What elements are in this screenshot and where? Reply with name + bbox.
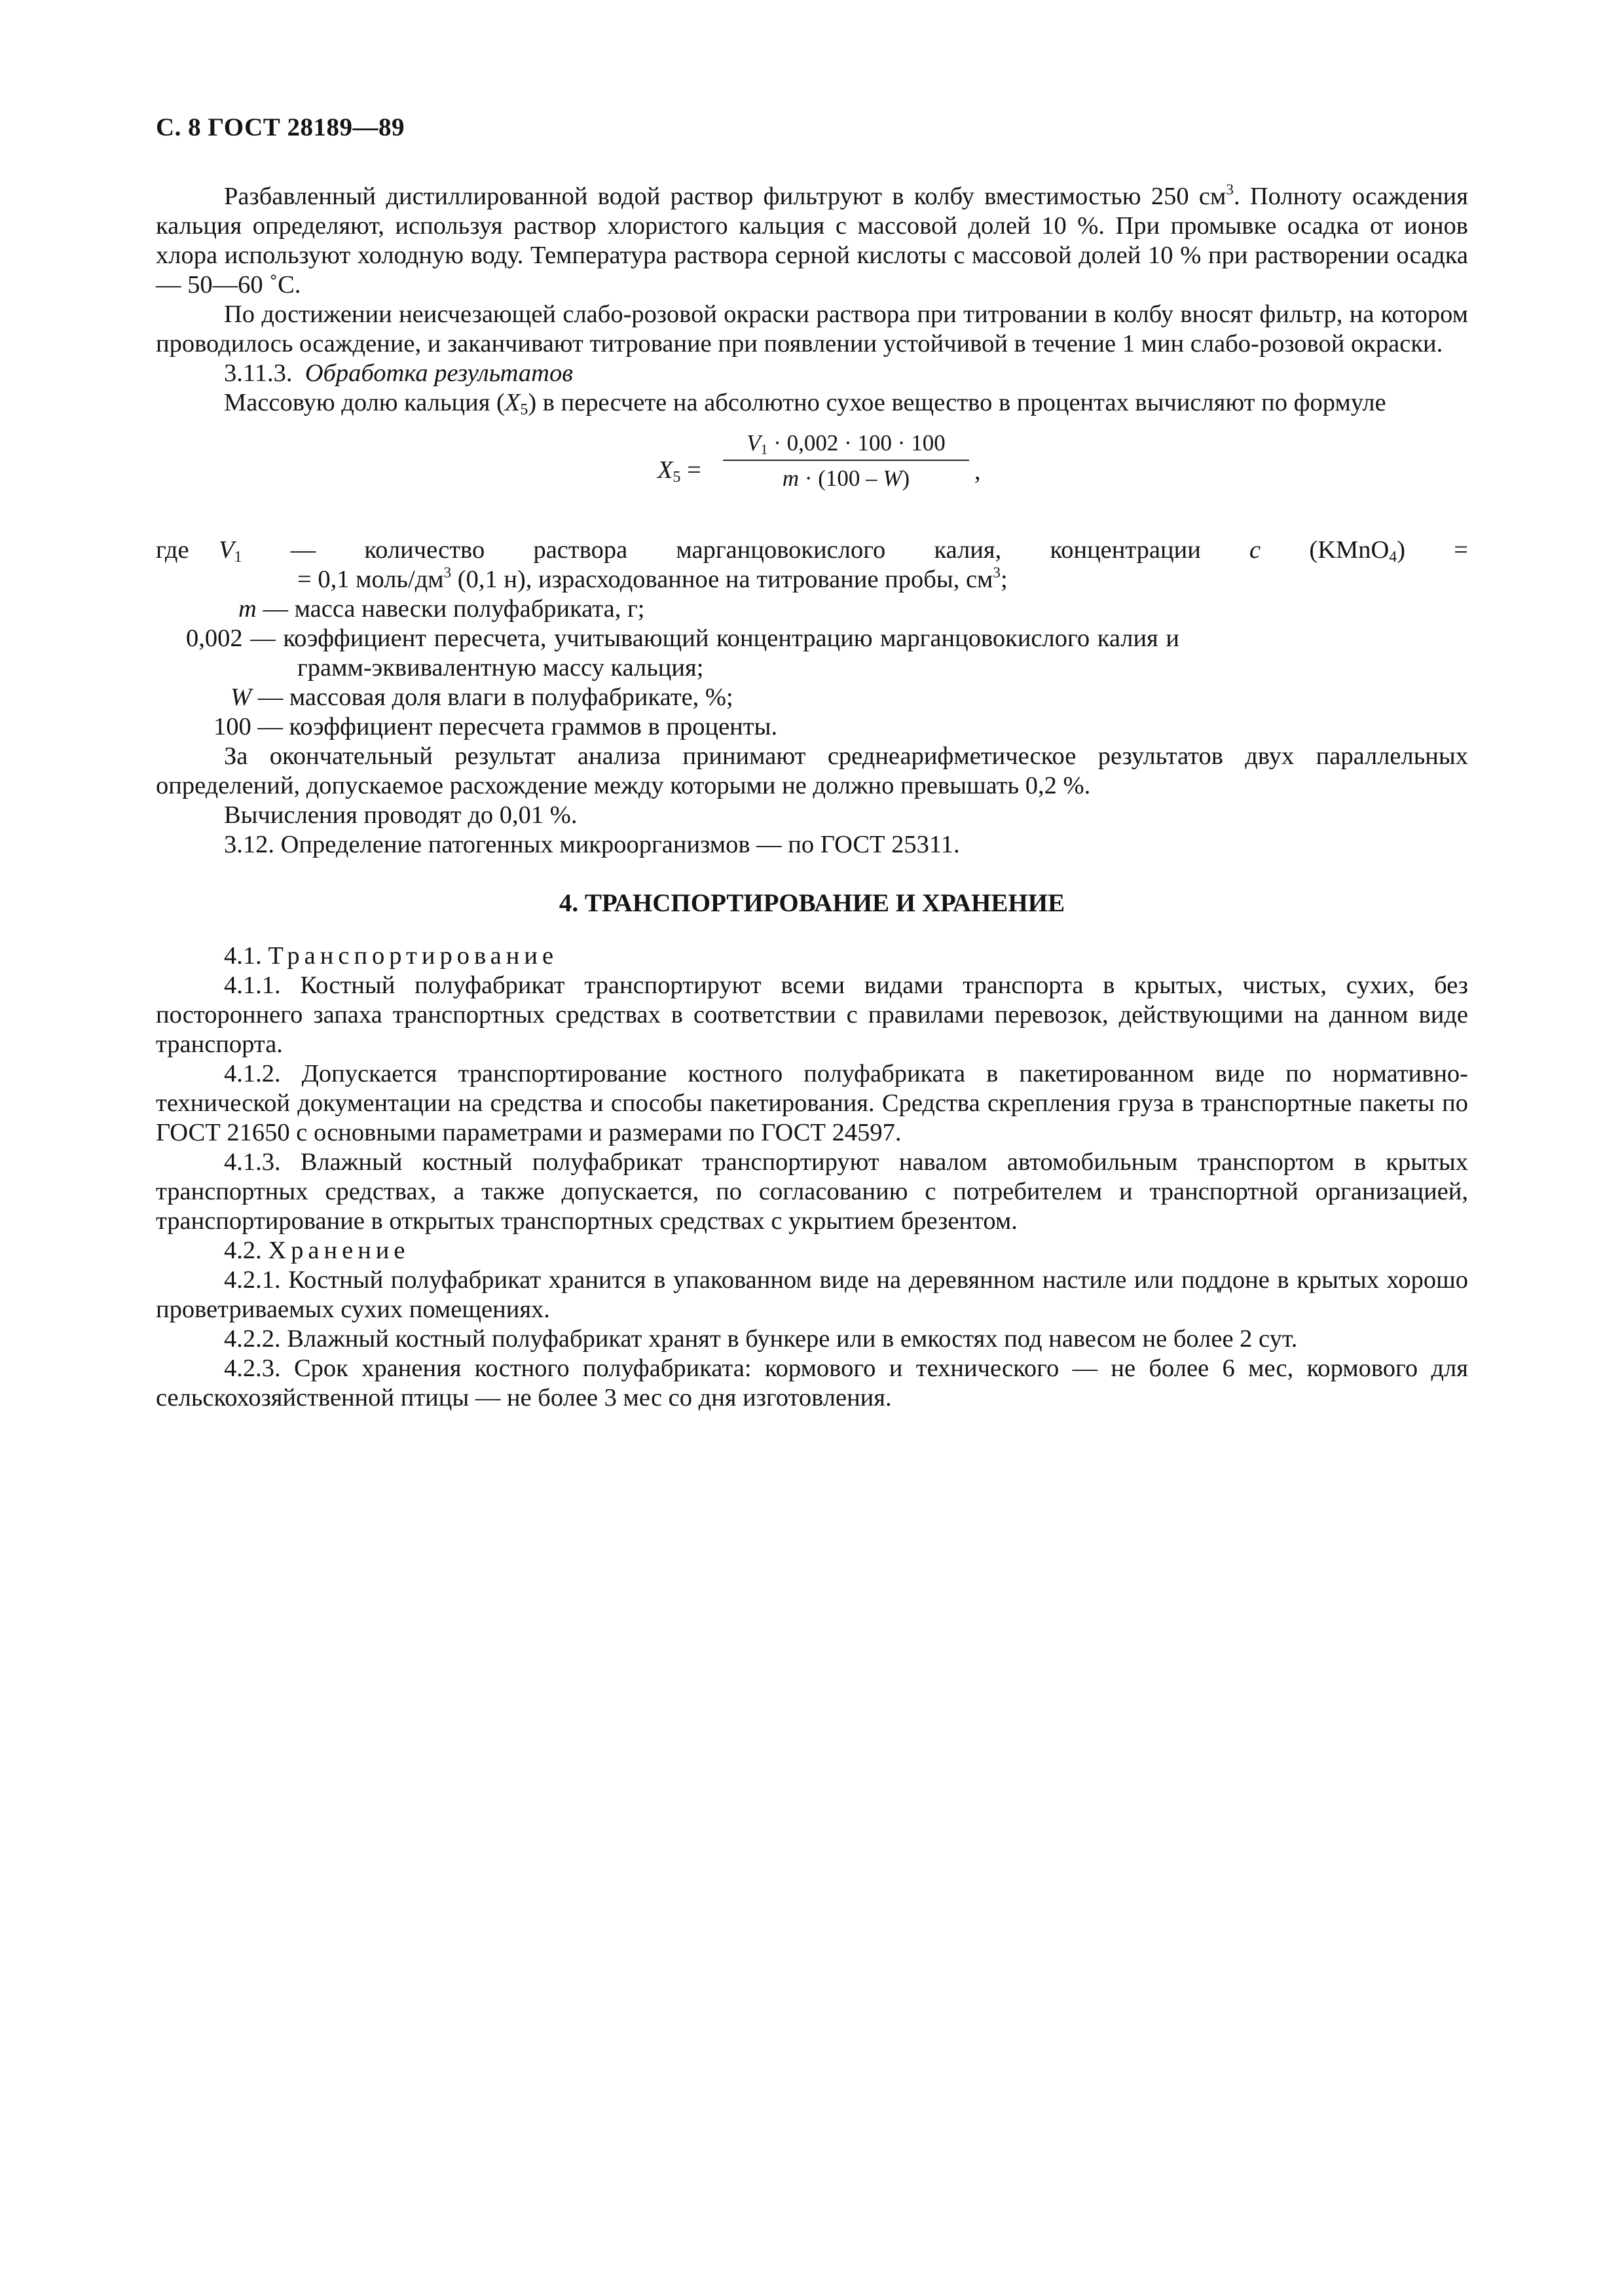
fraction-bar	[723, 460, 969, 461]
legend-v1-continued	[156, 565, 1468, 594]
legend-text: — массовая доля влаги в полуфабрикате, %;	[251, 683, 733, 711]
formula-legend	[156, 536, 1468, 742]
formula-variable-w: W	[883, 465, 902, 491]
calcium-formula	[156, 424, 1468, 521]
subsection-number: 4.2.	[224, 1237, 268, 1264]
superscript: 3	[993, 564, 1001, 581]
subscript: 5	[673, 468, 681, 486]
legend-text: = 0,1 моль/дм	[297, 566, 444, 593]
formula-variable-x: X	[657, 456, 673, 484]
text: Массовую долю кальция (	[224, 389, 505, 416]
legend-coefficient	[156, 624, 1468, 653]
denominator-text: )	[902, 465, 910, 491]
legend-text: — коэффициент пересчета, учитывающий концентрацию марганцовокислого калия и	[242, 625, 1179, 652]
legend-w	[156, 683, 1468, 712]
formula-lhs	[657, 456, 701, 485]
subscript: 1	[760, 441, 768, 458]
formula-denominator	[723, 465, 969, 492]
subscript: 1	[234, 548, 242, 566]
subsection-title: Обработка результатов	[304, 359, 573, 387]
subsection-number: 4.1.	[224, 942, 268, 970]
legend-text: ;	[1000, 566, 1008, 593]
paragraph-4-2-3: 4.2.3. Срок хранения костного полуфабриката: кормового и технического — не более 6 мес, кормового для сельскохозяйственной птицы — не более 3 мес со дня изготовления.	[156, 1355, 1468, 1412]
legend-term: 0,002	[186, 625, 243, 652]
legend-text: ) =	[1397, 536, 1468, 564]
paragraph-4-2-2: 4.2.2. Влажный костный полуфабрикат хранят в бункере или в емкостях под навесом не более 2 сут.	[224, 1325, 1298, 1353]
paragraph-titration: По достижении неисчезающей слабо-розовой окраски раствора при титровании в колбу вносят фильтр, на котором проводилось осаждение, и заканчивают титрование при появлении устойчивой в течение 1 мин слабо-розовой окраски.	[156, 301, 1468, 357]
variable: V	[219, 536, 234, 564]
paragraph-precision: Вычисления проводят до 0,01 %.	[224, 801, 578, 829]
paragraph-filtration-text-rest: . Полноту осаждения кальция определяют, используя раствор хлористого кальция с массовой долей 10 %. При промывке осадка от ионов хлора используют холодную воду. Температура раствора серной кислоты с массовой долей 10 % при растворении осадка — 50—60 ˚С.	[156, 183, 1468, 299]
subsection-title: Транспортирование	[268, 942, 559, 970]
variable: W	[230, 683, 252, 711]
superscript: 3	[1226, 181, 1234, 198]
legend-where: где	[156, 536, 189, 564]
superscript: 3	[443, 564, 452, 581]
subsection-title: Хранение	[268, 1237, 410, 1264]
paragraph-4-2-1: 4.2.1. Костный полуфабрикат хранится в упакованном виде на деревянном настиле или поддоне в крытых хорошо проветриваемых сухих помещениях.	[156, 1266, 1468, 1323]
paragraph-4-1-1: 4.1.1. Костный полуфабрикат транспортируют всеми видами транспорта в крытых, чистых, сухих, без постороннего запаха транспортных средствах в соответствии с правилами перевозок, действующими на данном виде транспорта.	[156, 972, 1468, 1058]
paragraph-filtration-text: Разбавленный дистиллированной водой раствор фильтруют в колбу вместимостью 250 см	[224, 183, 1226, 210]
variable: m	[238, 595, 257, 623]
document-body	[156, 182, 1468, 1413]
legend-m	[156, 594, 1468, 624]
legend-100	[156, 712, 1468, 742]
section-4-title: 4. ТРАНСПОРТИРОВАНИЕ И ХРАНЕНИЕ	[559, 889, 1065, 917]
formula-numerator	[723, 429, 969, 457]
legend-text: (0,1 н), израсходованное на титрование пробы, см	[451, 566, 993, 593]
equals-sign: =	[680, 456, 701, 484]
paragraph-filtration	[156, 182, 1468, 300]
subsection-4-2	[156, 1236, 1468, 1266]
legend-text: — масса навески полуфабриката, г;	[256, 595, 645, 623]
legend-v1	[156, 536, 1468, 565]
legend-text: — коэффициент пересчета граммов в проценты.	[251, 713, 778, 740]
legend-text: (KMnO	[1261, 536, 1390, 564]
subscript: 5	[520, 401, 528, 418]
variable: X	[504, 389, 521, 416]
formula-variable-m: m	[782, 465, 800, 491]
page-header: С. 8 ГОСТ 28189—89	[156, 113, 405, 141]
subscript: 4	[1389, 548, 1397, 566]
legend-coefficient-continued: грамм-эквивалентную массу кальция;	[297, 654, 704, 682]
legend-text: — количество раствора марганцовокислого калия, концентрации	[242, 536, 1250, 564]
numerator-text: · 0,002 · 100 · 100	[767, 430, 946, 456]
variable: c	[1249, 536, 1261, 564]
subsection-number: 3.11.3.	[224, 359, 293, 387]
formula-comma: ,	[974, 458, 981, 485]
paragraph-4-1-3: 4.1.3. Влажный костный полуфабрикат транспортируют навалом автомобильным транспортом в крытых транспортных средствах, а также допускается, по согласованию с потребителем и транспортной организацией, транспортирование в открытых транспортных средствах с укрытием брезентом.	[156, 1148, 1468, 1235]
formula-variable-v: V	[746, 430, 761, 456]
paragraph-4-1-2: 4.1.2. Допускается транспортирование костного полуфабриката в пакетированном виде по нормативно-технической документации на средства и способы пакетирования. Средства скрепления груза в транспортные пакеты по ГОСТ 21650 с основными параметрами и размерами по ГОСТ 24597.	[156, 1060, 1468, 1146]
subsection-3-11-3	[156, 359, 1468, 388]
paragraph-formula-intro	[156, 388, 1468, 418]
subsection-4-1	[156, 941, 1468, 971]
paragraph-final-result: За окончательный результат анализа принимают среднеарифметическое результатов двух параллельных определений, допускаемое расхождение между которыми не должно превышать 0,2 %.	[156, 742, 1468, 799]
text: ) в пересчете на абсолютно сухое вещество в процентах вычисляют по формуле	[528, 389, 1386, 416]
denominator-text: · (100 –	[799, 465, 883, 491]
legend-term: 100	[213, 713, 251, 740]
paragraph-3-12: 3.12. Определение патогенных микроорганизмов — по ГОСТ 25311.	[224, 831, 960, 858]
formula-fraction	[723, 429, 969, 492]
